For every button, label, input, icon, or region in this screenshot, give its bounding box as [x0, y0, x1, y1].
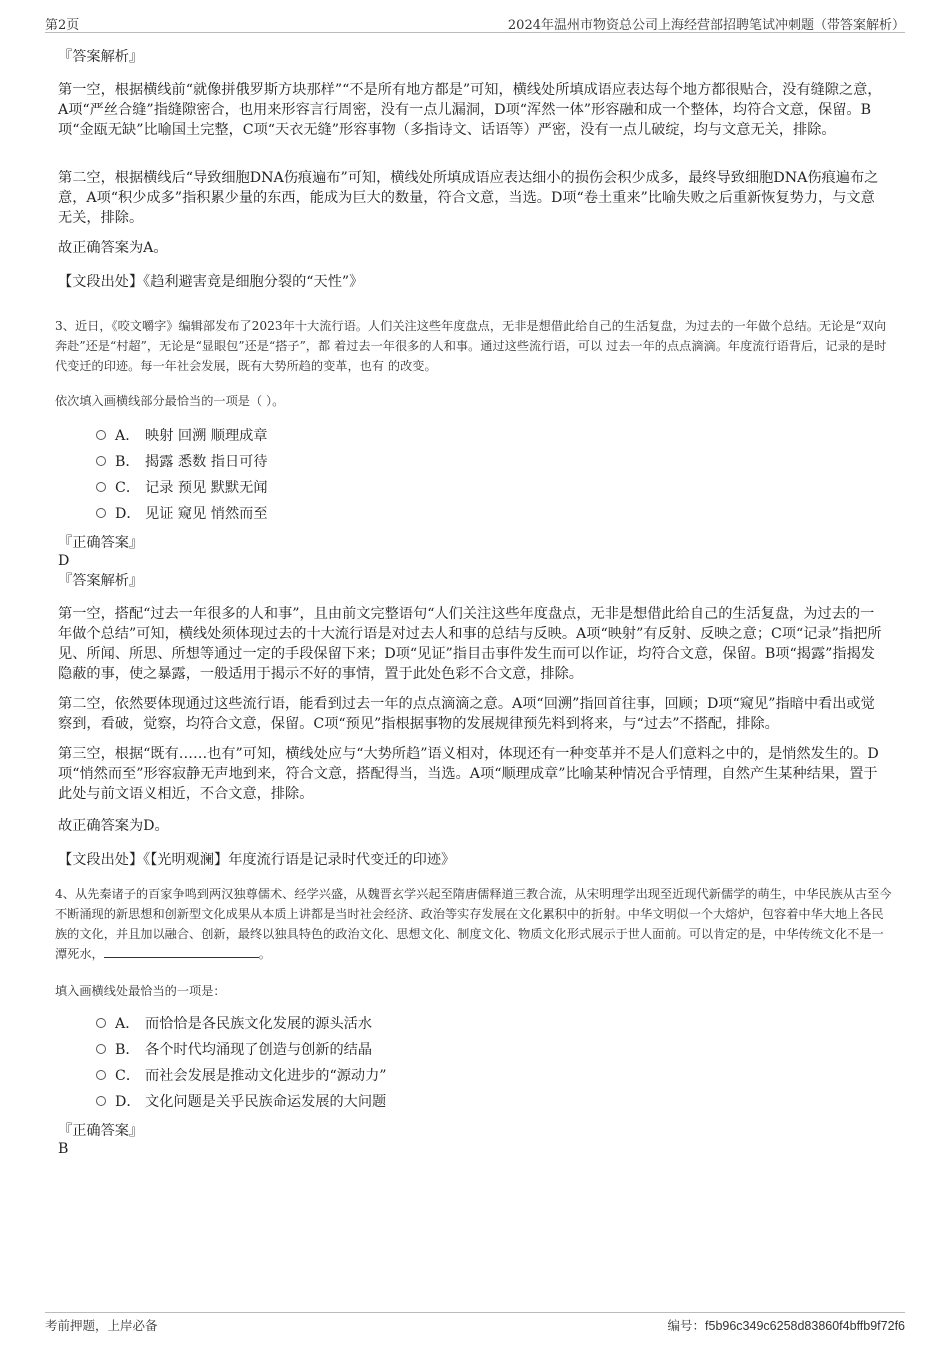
- q3-prompt: 依次填入画横线部分最恰当的一项是（ ）。: [55, 394, 285, 408]
- q2-conclusion: 故正确答案为A。: [58, 240, 168, 256]
- q4-option-a[interactable]: A． 而恰恰是各民族文化发展的源头活水: [96, 1014, 372, 1034]
- page-footer: [45, 1312, 905, 1337]
- q3-source: 【文段出处】《【光明观澜】年度流行语是记录时代变迁的印迹》: [58, 852, 456, 868]
- q3-analysis-label: 『答案解析』: [58, 573, 144, 589]
- q3-analysis-p2: 第二空，依然要体现通过这些流行语，能看到过去一年的点点滴滴之意。A项“回溯”指回首往事，回顾；D项“窥见”指暗中看出或觉察到，看破，觉察，均符合文意，保留。C项“预见”指根据事物的发展规律预先料到将来，与“过去”不搭配，排除。: [58, 696, 875, 732]
- radio-icon[interactable]: [96, 1096, 106, 1106]
- q4-option-d[interactable]: D． 文化问题是关乎民族命运发展的大问题: [96, 1092, 386, 1112]
- q3-answer-label: 『正确答案』: [58, 535, 144, 551]
- q3-analysis-p1: 第一空，搭配“过去一年很多的人和事”，且由前文完整语句“人们关注这些年度盘点，无非是想借此给自己的生活复盘，为过去的一年做个总结”可知，横线处须体现过去的十大流行语是对过去人和事的总结与反映。A项“映射”有反射、反映之意；C项“记录”指把所见、所闻、所思、所想等通过一定的手段保留下来；D项“见证”指目击事件发生而可以作证，均符合文意，保留。B项“揭露”指揭发隐蔽的事，使之暴露，一般适用于揭示不好的事情，置于此处色彩不合文意，排除。: [58, 606, 882, 682]
- radio-icon[interactable]: [96, 1018, 106, 1028]
- page-number: 第2页: [45, 18, 80, 33]
- radio-icon[interactable]: [96, 482, 106, 492]
- q4-prompt: 填入画横线处最恰当的一项是：: [55, 984, 226, 998]
- q3-analysis-p3: 第三空，根据“既有……也有”可知，横线处应与“大势所趋”语义相对，体现还有一种变革并不是人们意料之中的，是悄然发生的。D项“悄然而至”形容寂静无声地到来，符合文意，搭配得当，当选。A项“顺理成章”比喻某种情况合乎情理，自然产生某种结果，置于此处与前文语义相近，不合文意，排除。: [58, 746, 879, 802]
- q3-option-d[interactable]: D． 见证 窥见 悄然而至: [96, 504, 268, 524]
- document-title: 2024年温州市物资总公司上海经营部招聘笔试冲刺题（带答案解析）: [507, 18, 905, 33]
- radio-icon[interactable]: [96, 456, 106, 466]
- q2-analysis-label: 『答案解析』: [58, 49, 144, 65]
- radio-icon[interactable]: [96, 508, 106, 518]
- q4-answer: B: [58, 1141, 69, 1157]
- q4-option-b[interactable]: B． 各个时代均涌现了创造与创新的结晶: [96, 1040, 372, 1060]
- q3-answer: D: [58, 553, 70, 569]
- q2-source: 【文段出处】《趋利避害竟是细胞分裂的“天性”》: [58, 274, 364, 290]
- fill-in-blank: [104, 944, 259, 958]
- q3-option-a[interactable]: A． 映射 回溯 顺理成章: [96, 426, 268, 446]
- radio-icon[interactable]: [96, 1070, 106, 1080]
- radio-icon[interactable]: [96, 430, 106, 440]
- q4-stem: 4、从先秦诸子的百家争鸣到两汉独尊儒术、经学兴盛，从魏晋玄学兴起至隋唐儒释道三教合流，从宋明理学出现至近现代新儒学的萌生，中华民族从古至今不断涌现的新思想和创新型文化成果从本质上讲都是当时社会经济、政治等实存发展在文化累积中的折射。中华文明似一个大熔炉，包容着中华大地上各民族的文化，并且加以融合、创新，最终以独具特色的政治文化、思想文化、制度文化、物质文化形式展示于世人面前。可以肯定的是，中华传统文化不是一潭死水， 。: [55, 887, 892, 961]
- q2-analysis-p2: 第二空，根据横线后“导致细胞DNA伤痕遍布”可知，横线处所填成语应表达细小的损伤会积少成多，最终导致细胞DNA伤痕遍布之意，A项“积少成多”指积累少量的东西，能成为巨大的数量，符合文意，当选。D项“卷土重来”比喻失败之后重新恢复势力，与文意无关，排除。: [58, 170, 879, 226]
- q4-answer-label: 『正确答案』: [58, 1123, 144, 1139]
- q4-option-c[interactable]: C． 而社会发展是推动文化进步的“源动力”: [96, 1066, 387, 1086]
- q3-option-c[interactable]: C． 记录 预见 默默无闻: [96, 478, 268, 498]
- radio-icon[interactable]: [96, 1044, 106, 1054]
- q2-analysis-p1: 第一空，根据横线前“就像拼俄罗斯方块那样”“不是所有地方都是”可知，横线处所填成语应表达每个地方都很贴合，没有缝隙之意，A项“严丝合缝”指缝隙密合，也用来形容言行周密，没有一点儿漏洞，D项“浑然一体”形容融和成一个整体，均符合文意，保留。B项“金瓯无缺”比喻国土完整，C项“天衣无缝”形容事物（多指诗文、话语等）严密，没有一点儿破绽，均与文意无关，排除。: [58, 82, 882, 138]
- q3-stem: 3、近日，《咬文嚼字》编辑部发布了2023年十大流行语。人们关注这些年度盘点，无非是想借此给自己的生活复盘，为过去的一年做个总结。无论是“双向奔赴”还是“村超”，无论是“显眼包”还是“搭子”，都 着过去一年很多的人和事。通过这些流行语，可以 过去一年的点点滴滴。年度流行语背后，记录的是时代变迁的印迹。每一年社会发展，既有大势所趋的变革，也有 的改变。: [55, 319, 887, 373]
- footer-slogan: 考前押题，上岸必备: [45, 1318, 158, 1333]
- q3-option-b[interactable]: B． 揭露 悉数 指日可待: [96, 452, 268, 472]
- document-id: 编号：f5b96c349c6258d83860f4bffb9f72f6: [667, 1319, 905, 1333]
- q3-conclusion: 故正确答案为D。: [58, 818, 169, 834]
- page-header: [45, 12, 905, 33]
